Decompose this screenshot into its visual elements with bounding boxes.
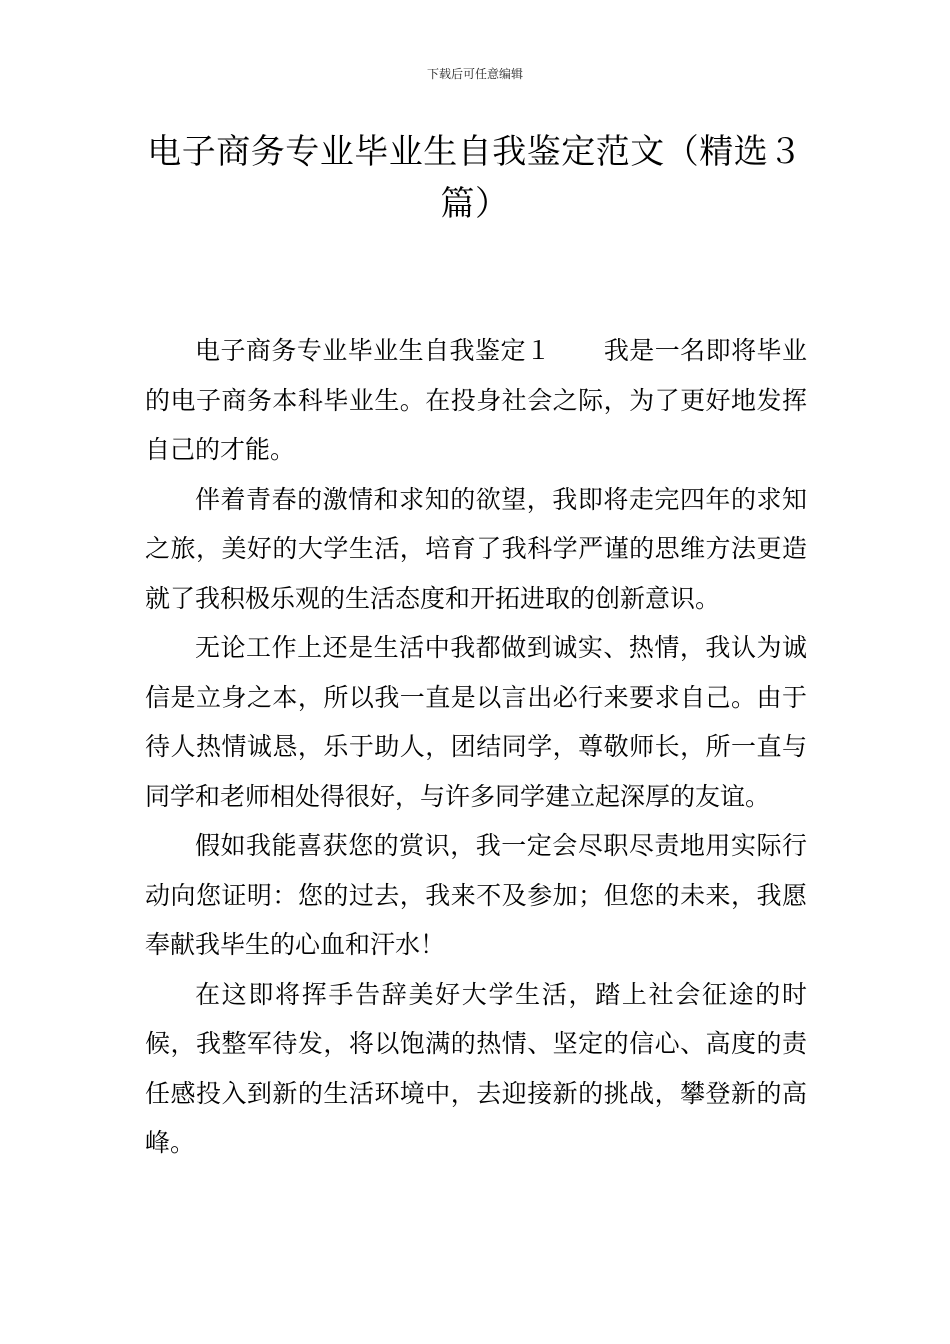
section-heading: 电子商务专业毕业生自我鉴定１ [195, 336, 552, 365]
document-body [145, 326, 807, 1168]
paragraph: 伴着青春的激情和求知的欲望，我即将走完四年的求知之旅，美好的大学生活，培育了我科学严谨的思维方法更造就了我积极乐观的生活态度和开拓进取的创新意识。 [145, 484, 807, 613]
paragraph [145, 326, 807, 475]
header-note: 下载后可任意编辑 [426, 67, 523, 81]
paragraph-text: 我是一名即将毕业的电子商务本科毕业生。在投身社会之际，为了更好地发挥自己的才能。 [145, 336, 807, 464]
paragraph: 假如我能喜获您的赏识，我一定会尽职尽责地用实际行动向您证明：您的过去，我来不及参加；但您的未来，我愿奉献我毕生的心血和汗水！ [145, 831, 807, 959]
document-title: 电子商务专业毕业生自我鉴定范文（精选３篇） [147, 132, 803, 224]
paragraph: 无论工作上还是生活中我都做到诚实、热情，我认为诚信是立身之本，所以我一直是以言出必行来要求自己。由于待人热情诚恳，乐于助人，团结同学，尊敬师长，所一直与同学和老师相处得很好，与许多同学建立起深厚的友谊。 [145, 633, 807, 811]
paragraph: 在这即将挥手告辞美好大学生活，踏上社会征途的时候，我整军待发，将以饱满的热情、坚定的信心、高度的责任感投入到新的生活环境中，去迎接新的挑战，攀登新的高峰。 [145, 979, 807, 1157]
